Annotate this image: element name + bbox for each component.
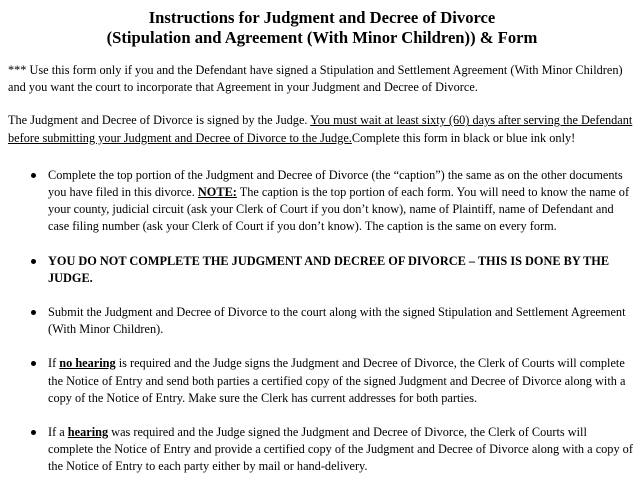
caption-text-end: The caption is the top portion of each form. You will need to know the name of your county, judicial circuit (ask your Clerk of Court if you don’t know), name of Plaintiff, name of Defendant and case filing number (ask your Clerk of Court if you don’t know). The caption is the same on every form. <box>48 185 630 234</box>
list-item-submit <box>8 304 636 338</box>
wait-period-warning: You must wait at least sixty (60) days after serving the Defendant before submitting your Judgment and Decree of Divorce to the Judge. <box>8 113 633 145</box>
list-item-hearing <box>8 424 636 476</box>
no-hearing-emphasis: no hearing <box>59 356 116 371</box>
title-line-2: (Stipulation and Agreement (With Minor Children)) & Form <box>106 27 538 47</box>
instruction-list <box>8 167 636 476</box>
no-hearing-text-start: If <box>48 356 60 371</box>
bullet-icon <box>31 361 36 366</box>
hearing-text-start: If a <box>48 425 68 440</box>
bullet-icon <box>31 173 36 178</box>
no-hearing-text-end: is required and the Judge signs the Judgment and Decree of Divorce, the Clerk of Courts will complete the Notice of Entry and send both parties a certified copy of the signed Judgment and Decree of Divorce along with a copy of the Notice of Entry. Make sure the Clerk has current addresses for both parties. <box>48 356 626 405</box>
signed-by-judge-paragraph <box>8 112 636 146</box>
list-item-no-hearing <box>8 355 636 407</box>
judge-completes-text: YOU DO NOT COMPLETE THE JUDGMENT AND DECREE OF DIVORCE – THIS IS DONE BY THE JUDGE. <box>48 253 610 285</box>
hearing-text-end: was required and the Judge signed the Judgment and Decree of Divorce, the Clerk of Courts will complete the Notice of Entry and provide a certified copy of the Judgment and Decree of Divorce along with a copy of the Notice of Entry to each party either by mail or hand-delivery. <box>48 425 633 474</box>
list-item-caption <box>8 167 636 236</box>
bullet-icon <box>31 310 36 315</box>
bullet-icon <box>31 430 36 435</box>
caption-text-start: Complete the top portion of the Judgment and Decree of Divorce (the “caption”) the same as on the other documents you have filed in this divorce. <box>48 167 623 200</box>
submit-text: Submit the Judgment and Decree of Divorce to the court along with the signed Stipulation and Settlement Agreement (With Minor Children). <box>48 305 626 337</box>
ink-instruction: Complete this form in black or blue ink only! <box>351 130 576 145</box>
signed-by-judge-text: The Judgment and Decree of Divorce is signed by the Judge. <box>8 113 311 128</box>
list-item-judge-completes <box>8 253 636 287</box>
title-line-1: Instructions for Judgment and Decree of Divorce <box>148 8 496 27</box>
bullet-icon <box>31 259 36 264</box>
intro-paragraph: *** Use this form only if you and the Defendant have signed a Stipulation and Settlement Agreement (With Minor Children) and you want the court to incorporate that Agreement in your Judgment and Decree of Divorce. <box>8 63 623 95</box>
note-label: NOTE: <box>197 185 237 200</box>
hearing-emphasis: hearing <box>67 425 109 440</box>
document-title <box>8 8 636 47</box>
